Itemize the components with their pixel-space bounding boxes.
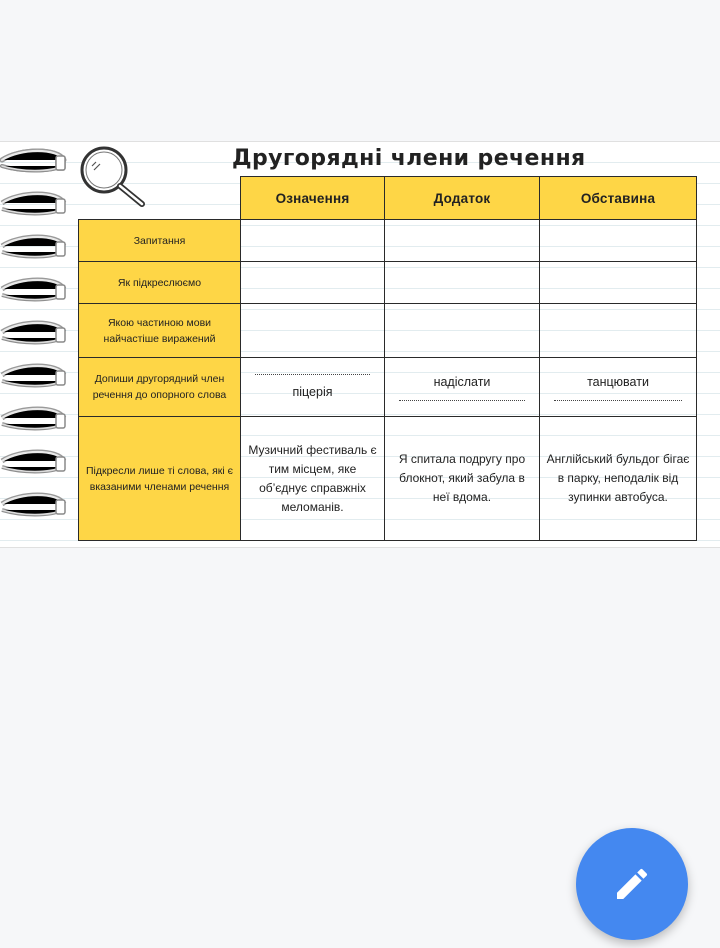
sentence-cell: Я спитала подругу про блокнот, який забула в неї вдома. bbox=[385, 417, 540, 541]
row-header: Як підкреслюємо bbox=[79, 262, 241, 304]
answer-cell bbox=[385, 220, 540, 262]
row-header: Якою частиною мови найчастіше виражений bbox=[79, 304, 241, 358]
row-header: Запитання bbox=[79, 220, 241, 262]
blank-line bbox=[255, 373, 370, 375]
answer-cell bbox=[241, 304, 385, 358]
fill-cell bbox=[540, 358, 697, 417]
answer-cell bbox=[241, 262, 385, 304]
spiral-binding-icon bbox=[0, 142, 70, 547]
table-header-row bbox=[79, 177, 697, 220]
worksheet-title: Другорядні члени речення bbox=[232, 146, 586, 171]
table-row bbox=[79, 358, 697, 417]
answer-cell bbox=[540, 304, 697, 358]
answer-cell bbox=[540, 220, 697, 262]
row-header: Допиши другорядний член речення до опорного слова bbox=[79, 358, 241, 417]
worksheet-image bbox=[0, 141, 720, 548]
blank-line bbox=[554, 399, 682, 401]
column-header: Означення bbox=[241, 177, 385, 220]
sentence-cell: Музичний фестиваль є тим місцем, яке об’єднує справжніх меломанів. bbox=[241, 417, 385, 541]
grammar-table bbox=[78, 176, 697, 541]
table-row bbox=[79, 417, 697, 541]
base-word: піцерія bbox=[292, 385, 333, 399]
corner-cell bbox=[79, 177, 241, 220]
column-header: Обставина bbox=[540, 177, 697, 220]
blank-line bbox=[399, 399, 525, 401]
answer-cell bbox=[385, 304, 540, 358]
pencil-icon bbox=[612, 864, 652, 904]
answer-cell bbox=[540, 262, 697, 304]
edit-fab-button[interactable] bbox=[576, 828, 688, 940]
base-word: танцювати bbox=[587, 375, 649, 389]
answer-cell bbox=[385, 262, 540, 304]
row-header: Підкресли лише ті слова, які є вказаними членами речення bbox=[79, 417, 241, 541]
table-row bbox=[79, 220, 697, 262]
answer-cell bbox=[241, 220, 385, 262]
base-word: надіслати bbox=[433, 375, 491, 389]
column-header: Додаток bbox=[385, 177, 540, 220]
fill-cell bbox=[385, 358, 540, 417]
sentence-cell: Англійський бульдог бігає в парку, неподалік від зупинки автобуса. bbox=[540, 417, 697, 541]
table-row bbox=[79, 304, 697, 358]
table-row bbox=[79, 262, 697, 304]
fill-cell bbox=[241, 358, 385, 417]
